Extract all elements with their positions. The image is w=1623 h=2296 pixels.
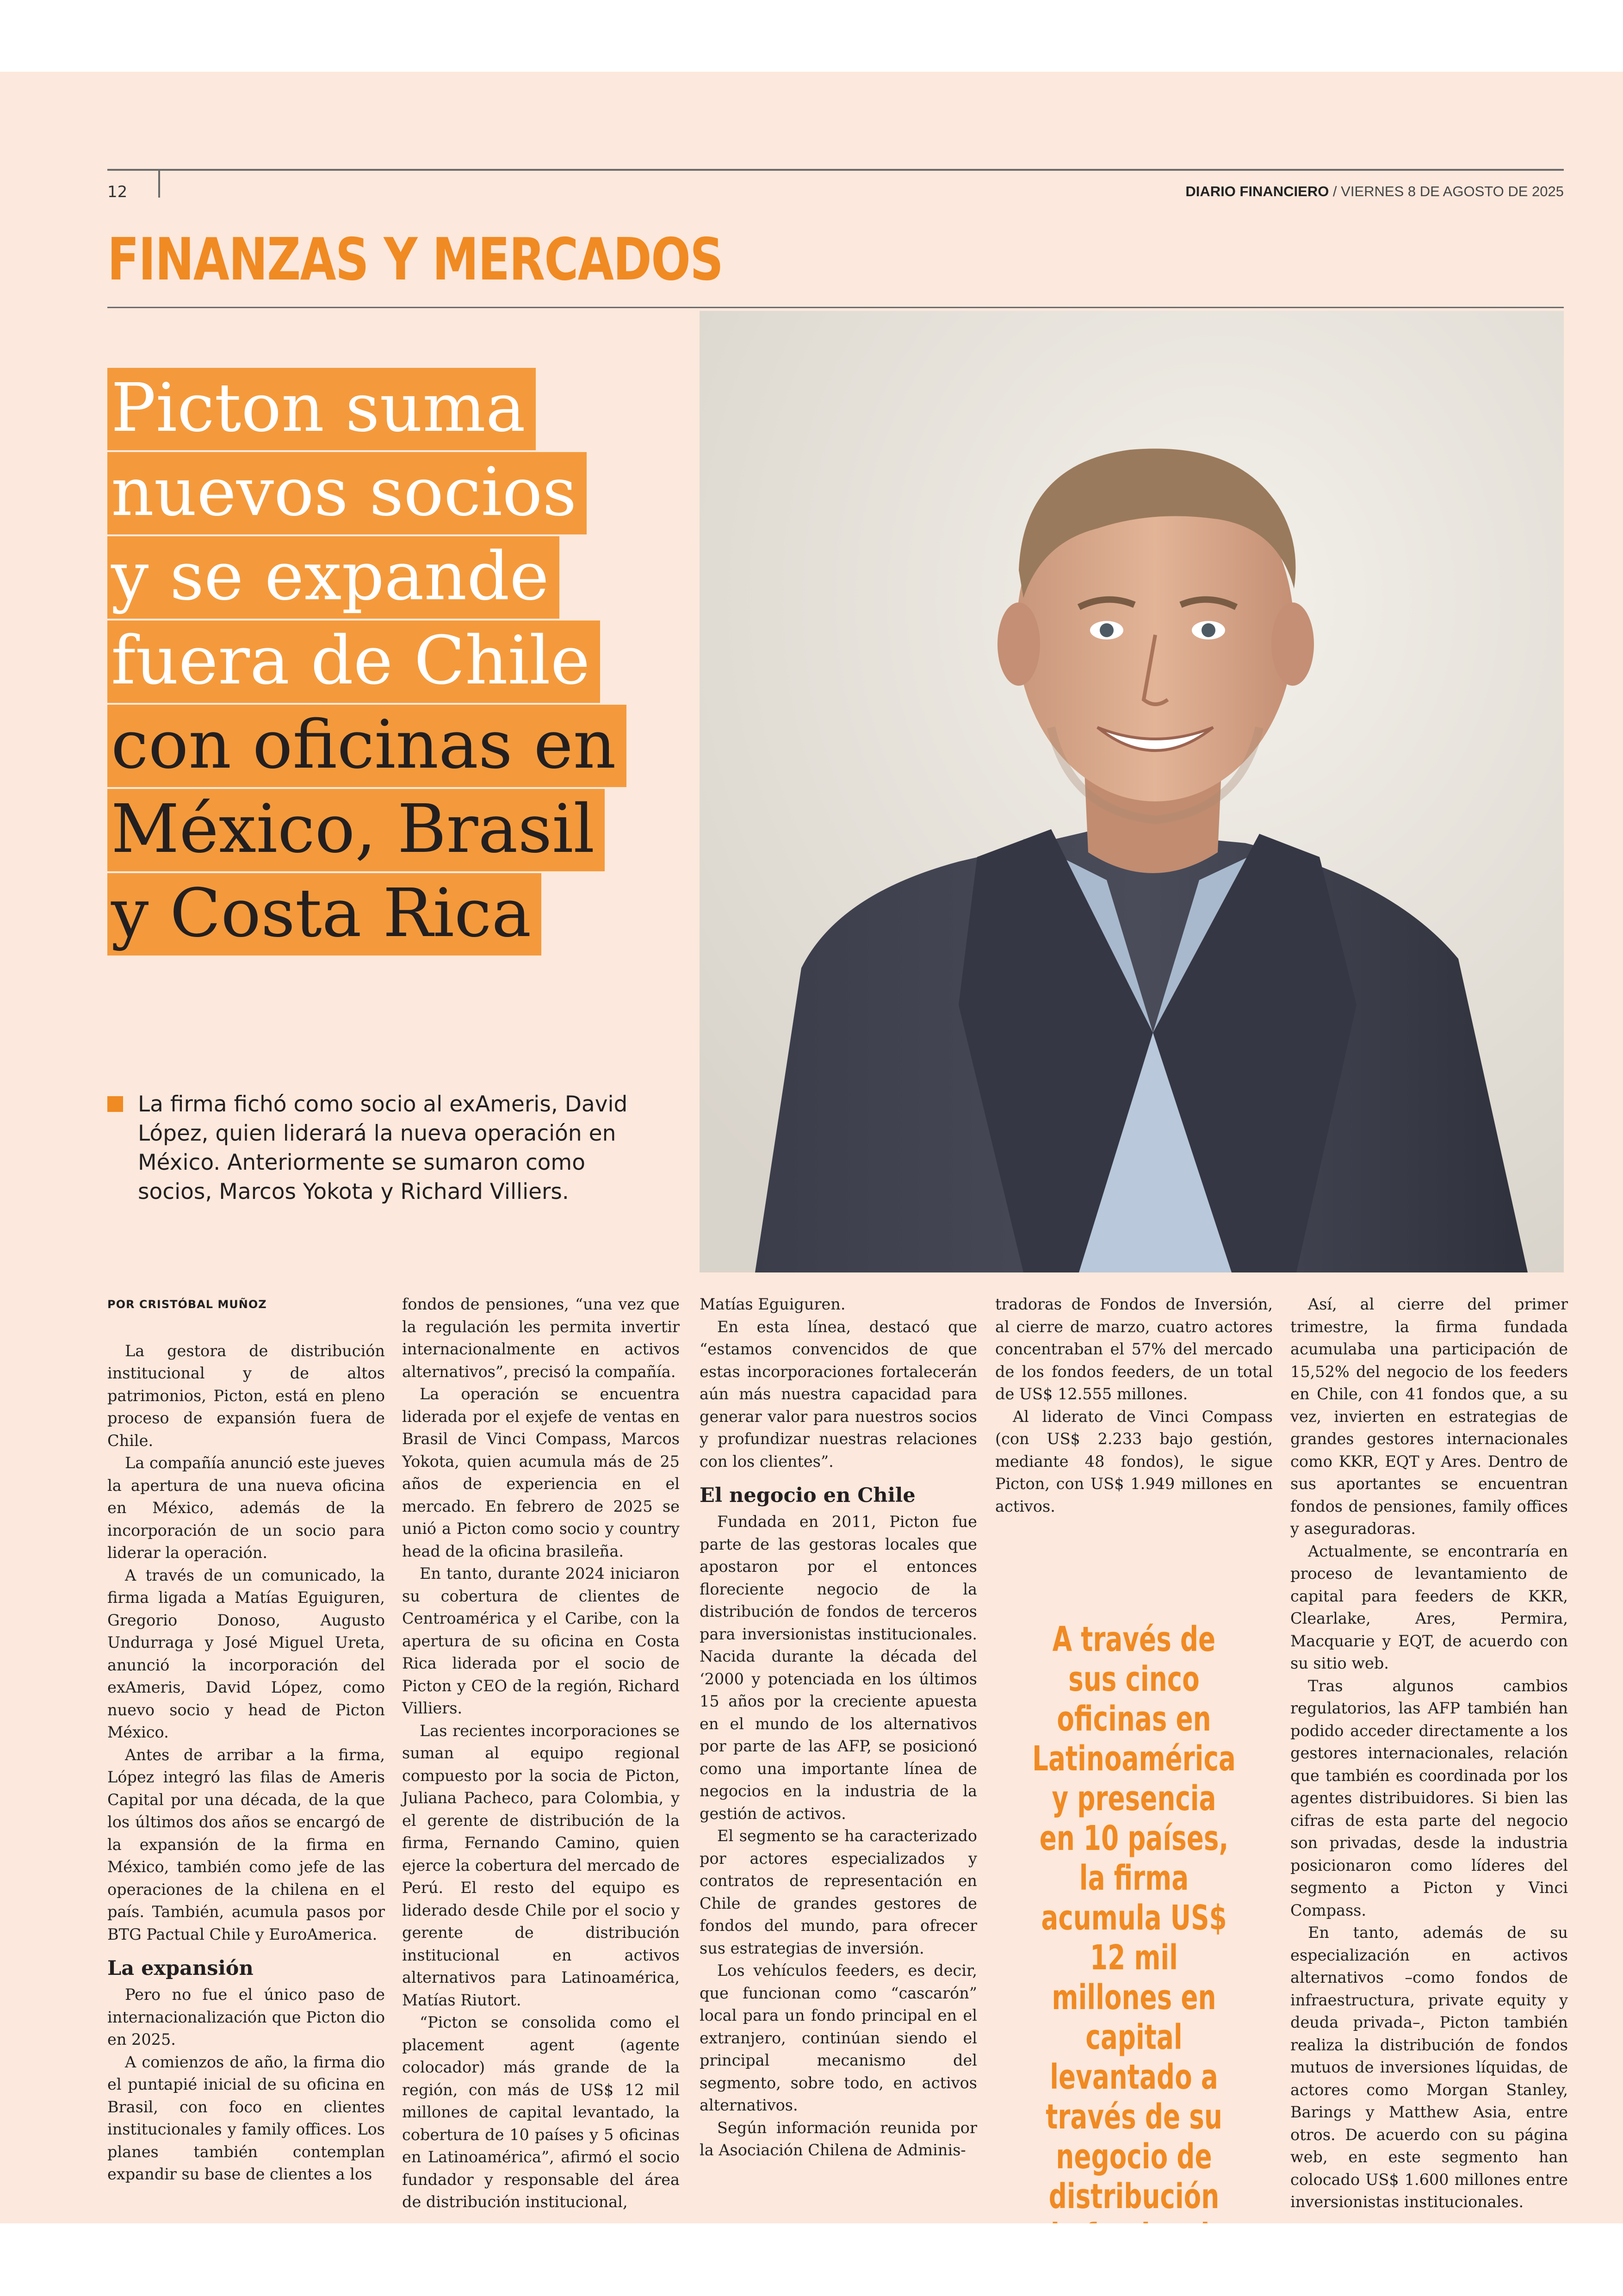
paragraph: Fundada en 2011, Picton fue parte de las gestoras locales que apostaron por el entonces floreciente negocio de la distribución de fondos de terceros para inversionistas institucionales. Nacida durante la década del ‘2000 y potenciada en los últimos 15 años por la creciente apuesta en el mundo de los alternativos por parte de las AFP, se posicionó como una importante línea de negocios en la industria de la gestión de activos. — [700, 1513, 977, 1823]
paragraph: La compañía anunció este jueves la apertura de una nueva oficina en México, además de la incorporación de un socio para liderar la operación. — [107, 1454, 385, 1562]
paragraph: La gestora de distribución institucional y de altos patrimonios, Picton, está en pleno proceso de expansión fuera de Chile. — [107, 1341, 385, 1450]
headline-line: con oficinas en — [107, 705, 626, 787]
portrait-illustration — [700, 311, 1564, 1272]
paragraph: Las recientes incorporaciones se suman al equipo regional compuesto por la socia de Picton, Juliana Pacheco, para Colombia, y el gerente de distribución de la firma, Fernando Camino, quien ejerce la cobertura del mercado de Perú. El resto del equipo es liderado desde Chile por el socio y gerente de distribución institucional en activos alternativos para Latinoamérica, Matías Riutort. — [402, 1721, 680, 2009]
byline: POR CRISTÓBAL MUÑOZ — [107, 1298, 267, 1311]
issue-date: / VIERNES 8 DE AGOSTO DE 2025 — [1329, 183, 1564, 199]
paragraph: A través de un comunicado, la firma ligada a Matías Eguiguren, Gregorio Donoso, Augusto Undurraga y José Miguel Ureta, anunció la incorporación del exAmeris, David López, como nuevo socio y head de Picton México. — [107, 1566, 385, 1741]
paragraph: En tanto, durante 2024 iniciaron su cobertura de clientes de Centroamérica y el Caribe, con la apertura de su oficina en Costa Rica liderada por el socio de Picton y CEO de la región, Richard Villiers. — [402, 1564, 680, 1717]
paragraph: Al liderato de Vinci Compass (con US$ 2.233 bajo gestión, mediante 48 fondos), le sigue Picton, con US$ 1.949 millones en activos. — [995, 1407, 1273, 1515]
page-margin — [0, 2223, 1623, 2294]
paragraph: En tanto, además de su especialización en activos alternativos –como fondos de infraestructura, private equity y deuda privada–, Picton también realiza la distribución de fondos mutuos de inversiones líquidas, de actores como Morgan Stanley, Barings y Matthew Asia, entre otros. De acuerdo con su página web, en este segmento han colocado US$ 1.600 millones entre inversionistas institucionales. — [1290, 1924, 1568, 2211]
section-title: FINANZAS Y MERCADOS — [107, 225, 723, 293]
subheading: El negocio en Chile — [700, 1484, 916, 1507]
bullet-square-icon — [107, 1096, 123, 1112]
lead-text: La firma fichó como socio al exAmeris, David López, quien liderará la nueva operación en México. Anteriormente se sumaron como socios, Marcos Yokota y Richard Villiers. — [138, 1092, 628, 1204]
paragraph: Los vehículos feeders, es decir, que funcionan como “cascarón” local para un fondo principal en el extranjero, continúan siendo el principal mecanismo del segmento, sobre todo, en activos alternativos. — [700, 1961, 977, 2114]
article-column-1 — [107, 1293, 385, 2186]
paragraph: El segmento se ha caracterizado por actores especializados y contratos de representación en Chile de grandes gestores de fondos del mundo, para ofrecer sus estrategias de inversión. — [700, 1827, 977, 1957]
lead-paragraph — [107, 1090, 663, 1206]
headline-line: Picton suma — [107, 368, 536, 450]
paragraph: Tras algunos cambios regulatorios, las AFP también han podido acceder directamente a los gestores internacionales, relación que también es coordinada por los agentes distribuidores. Si bien las cifras de esta parte del negocio son privadas, desde la industria posicionaron como líderes del segmento a Picton y Vinci Compass. — [1290, 1676, 1568, 1919]
publication-name: DIARIO FINANCIERO — [1185, 183, 1329, 199]
paragraph: Así, al cierre del primer trimestre, la firma fundada acumulaba una participación de 15,52% del negocio de los feeders en Chile, con 41 fondos que, a su vez, invierten en estrategias de grandes gestores internacionales como KKR, EQT y Ares. Dentro de sus aportantes se encuentran fondos de pensiones, family offices y aseguradoras. — [1290, 1295, 1568, 1538]
paragraph: Pero no fue el único paso de internacionalización que Picton dio en 2025. — [107, 1986, 385, 2048]
header-rule — [107, 169, 1564, 171]
headline-line: nuevos socios — [107, 452, 587, 534]
headline-line: y Costa Rica — [107, 873, 541, 956]
page-number: 12 — [107, 183, 128, 201]
article-column-5 — [1290, 1293, 1568, 2214]
article-column-3 — [700, 1293, 977, 2162]
pull-quote: A través de sus cinco oficinas en Latinoamérica y presencia en 10 países, la firma acumula US$ 12 mil millones en capital levantado a través de su negocio de distribución — [1032, 1620, 1236, 2216]
paragraph: En esta línea, destacó que “estamos convencidos de que estas incorporaciones fortalecerán aún más nuestra capacidad para generar valor para nuestros socios y profundizar nuestras relaciones con los clientes”. — [700, 1317, 977, 1471]
paragraph: fondos de pensiones, “una vez que la regulación les permita invertir internacionalmente en activos alternativos”, precisó la compañía. — [402, 1295, 680, 1381]
paragraph: tradoras de Fondos de Inversión, al cierre de marzo, cuatro actores concentraban el 57% del mercado de los fondos feeders, de un total de US$ 12.555 millones. — [995, 1295, 1273, 1403]
headline-line: México, Brasil — [107, 789, 605, 871]
article-column-2 — [402, 1293, 680, 2214]
paragraph: Matías Eguiguren. — [700, 1295, 846, 1313]
section-rule — [107, 307, 1564, 308]
paragraph: La operación se encuentra liderada por el exjefe de ventas en Brasil de Vinci Compass, Marcos Yokota, quien acumula más de 25 años de experiencia en el mercado. En febrero de 2025 se unió a Picton como socio y country head de la oficina brasileña. — [402, 1385, 680, 1560]
paragraph: A comienzos de año, la firma dio el puntapié inicial de su oficina en Brasil, con foco en clientes institucionales y family offices. Los planes también contemplan expandir su base de clientes a los — [107, 2053, 385, 2183]
portrait-photo — [700, 311, 1564, 1272]
article-column-4 — [995, 1293, 1273, 1518]
subheading: La expansión — [107, 1957, 254, 1980]
masthead — [1185, 183, 1564, 200]
paragraph: “Picton se consolida como el placement agent (agente colocador) más grande de la región, con más de US$ 12 mil millones de capital levantado, la cobertura de 10 países y 5 oficinas en Latinoamérica”, afirmó el socio fundador y responsable del área de distribución institucional, — [402, 2013, 680, 2211]
headline-line: fuera de Chile — [107, 621, 600, 703]
headline-line: y se expande — [107, 536, 559, 619]
paragraph: Antes de arribar a la firma, López integró las filas de Ameris Capital por una década, de la que los últimos dos años se encargó de la expansión de la firma en México, también como jefe de las operaciones de la chilena en el país. También, acumula pasos por BTG Pactual Chile y EuroAmerica. — [107, 1745, 385, 1943]
paragraph: Actualmente, se encontraría en proceso de levantamiento de capital para feeders de KKR, Clearlake, Ares, Permira, Macquarie y EQT, de acuerdo con su sitio web. — [1290, 1542, 1568, 1672]
paragraph: Según información reunida por la Asociación Chilena de Adminis- — [700, 2118, 977, 2159]
headline — [107, 366, 709, 955]
header-tick — [158, 169, 160, 198]
